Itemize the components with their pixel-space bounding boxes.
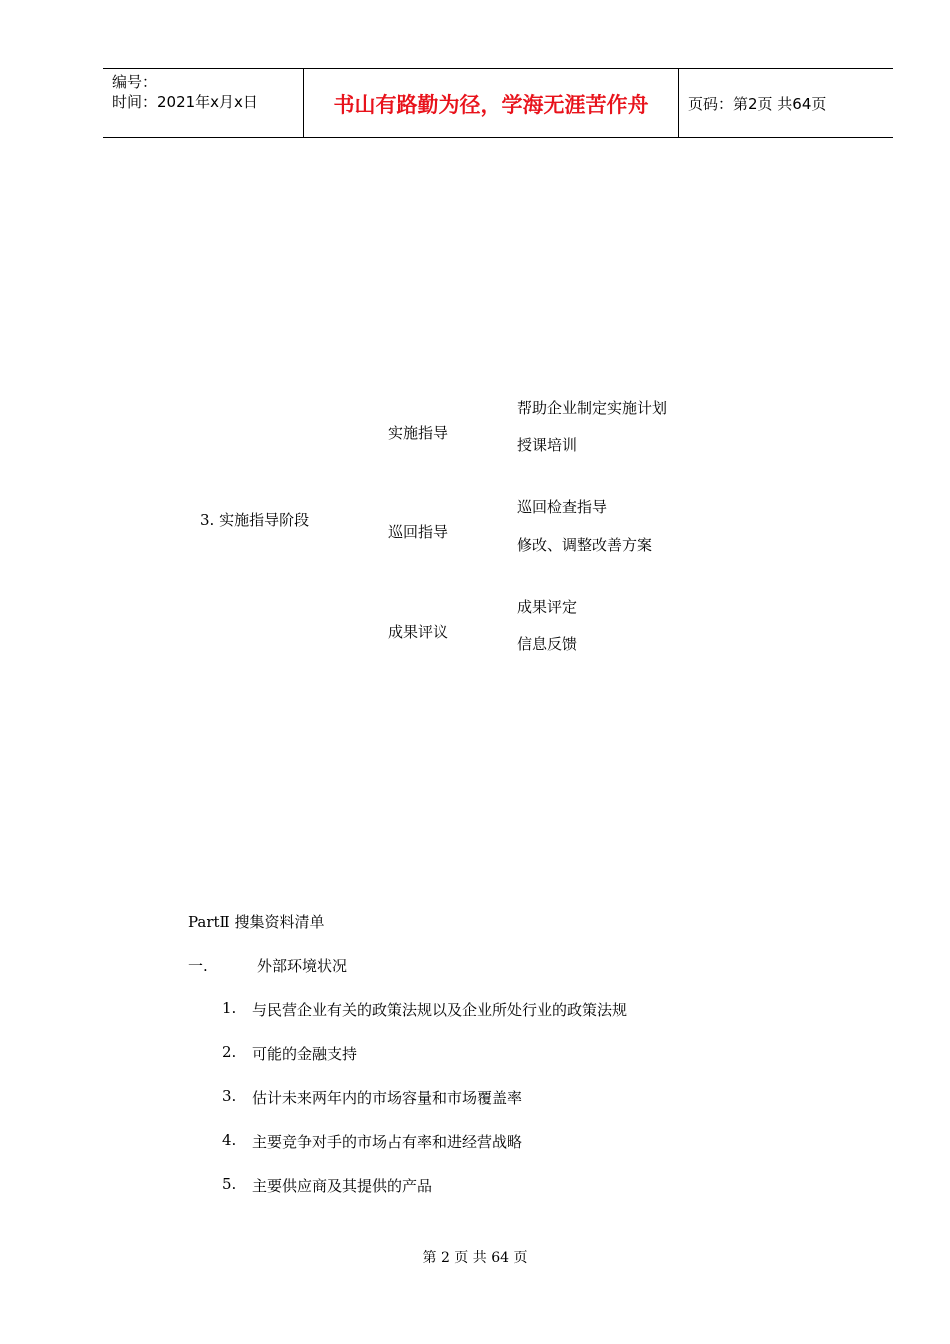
page-header [103, 68, 893, 138]
part-title: PartⅡ 搜集资料清单 [188, 913, 325, 931]
list-item-text: 主要供应商及其提供的产品 [252, 1177, 433, 1195]
subheading-text: 外部环境状况 [257, 957, 348, 975]
list-item-number: 3. [222, 1087, 237, 1105]
diagram-leaf: 信息反馈 [517, 635, 578, 653]
diagram-leaf: 修改、调整改善方案 [517, 536, 653, 554]
list-item-number: 2. [222, 1043, 237, 1061]
diagram-root: 3. 实施指导阶段 [200, 511, 310, 529]
list-item-number: 5. [222, 1175, 237, 1193]
list-item-text: 与民营企业有关的政策法规以及企业所处行业的政策法规 [252, 1001, 628, 1019]
header-page-label: 页码：第2页 共64页 [688, 95, 827, 113]
list-item-number: 4. [222, 1131, 237, 1149]
diagram-leaf: 授课培训 [517, 436, 578, 454]
header-motto-cell [303, 69, 679, 137]
page-footer: 第 2 页 共 64 页 [422, 1250, 528, 1266]
diagram-leaf: 帮助企业制定实施计划 [517, 399, 668, 417]
list-item-number: 1. [222, 999, 237, 1017]
time-label: 时间：2021年x月x日 [112, 93, 258, 111]
diagram-branch-label: 巡回指导 [388, 523, 449, 541]
diagram-branch-label: 实施指导 [388, 424, 449, 442]
list-item-text: 主要竞争对手的市场占有率和进经营战略 [252, 1133, 523, 1151]
number-label: 编号： [112, 73, 158, 91]
diagram-leaf: 成果评定 [517, 598, 578, 616]
diagram-branch-label: 成果评议 [388, 623, 449, 641]
header-left-cell [103, 69, 303, 137]
list-item-text: 估计未来两年内的市场容量和市场覆盖率 [252, 1089, 523, 1107]
header-motto: 书山有路勤为径，学海无涯苦作舟 [333, 93, 649, 117]
subheading-number: 一. [188, 957, 208, 975]
list-item-text: 可能的金融支持 [252, 1045, 358, 1063]
header-page-cell [678, 69, 893, 137]
diagram-leaf: 巡回检查指导 [517, 498, 608, 516]
